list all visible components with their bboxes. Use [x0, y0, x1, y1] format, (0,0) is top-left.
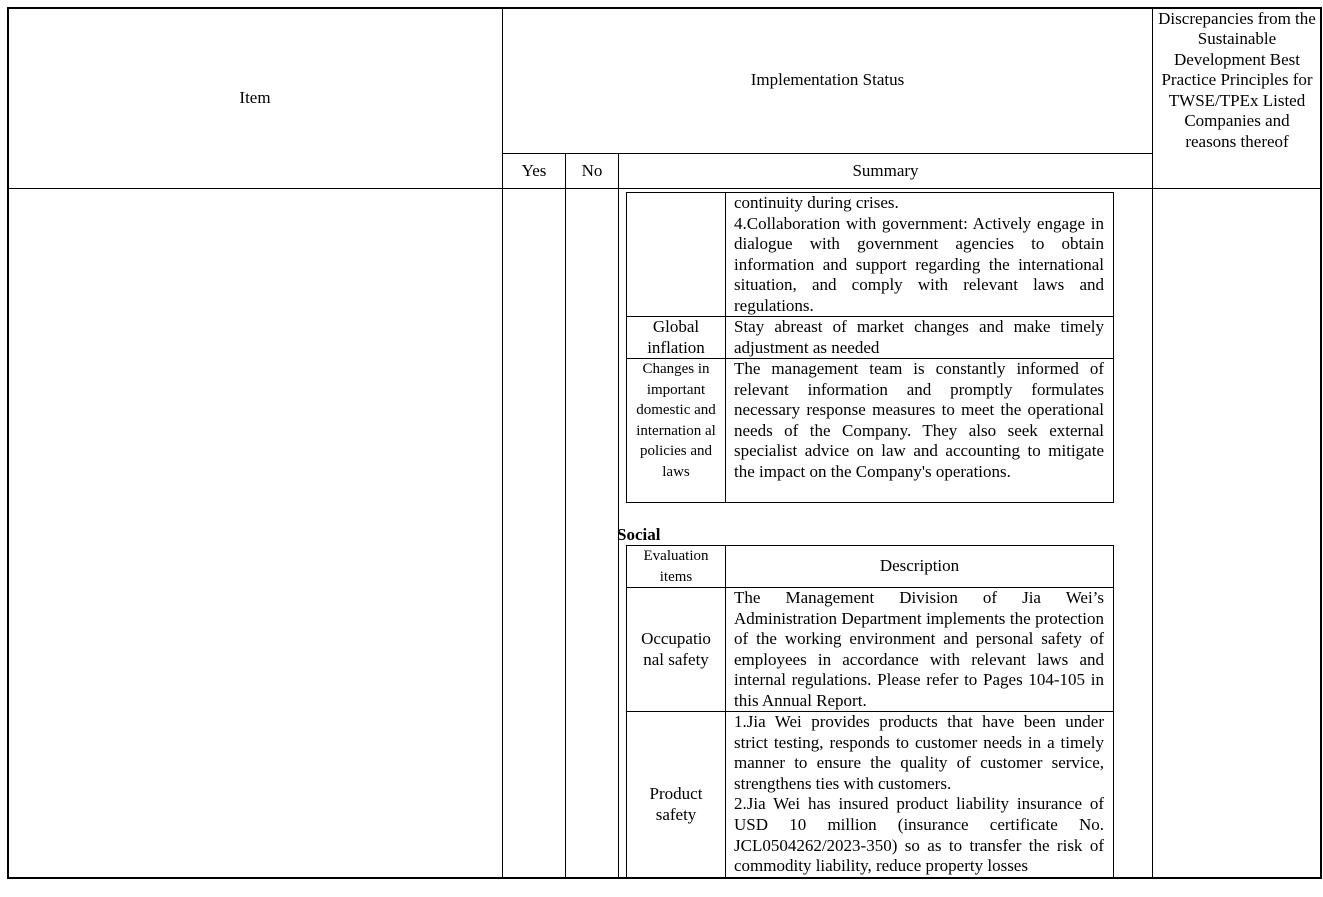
- column-line-yes: [565, 153, 566, 879]
- header-no: No: [581, 160, 603, 180]
- header-discrepancies: Discrepancies from the Sustainable Development Best Practice Principles for TWSE/TPEx Listed Companies and reasons thereof: [1158, 8, 1316, 151]
- economic-row-3-description: The management team is constantly informed of relevant information and promptly formulates necessary response measures to meet the operational needs of the Company. They also seek external specialist advice on law and accounting to mitigate the impact on the Company's operations.: [734, 359, 1104, 481]
- social-section-title: Social: [617, 525, 661, 544]
- header-summary: Summary: [852, 160, 919, 180]
- bottom-border: [7, 877, 1322, 879]
- header-yes: Yes: [521, 160, 547, 180]
- column-line-summary: [1152, 8, 1153, 879]
- social-row-2-description: 1.Jia Wei provides products that have been under strict testing, responds to customer needs in a timely manner to ensure the quality of customer service, strengthens ties with customers. 2.Jia Wei has insured product liability insurance of USD 10 million (insurance certificate No. JCL0504262/2023-350) so as to transfer the risk of commodity liability, reduce property losses: [734, 712, 1104, 876]
- header-item: Item: [239, 87, 271, 107]
- economic-row-1-description: continuity during crises. 4.Collaboration with government: Actively engage in dialogue with government agencies to obtain information and support regarding the international situation, and comply with relevant laws and regulations.: [734, 193, 1104, 315]
- social-inner-column-line: [725, 545, 726, 881]
- social-row-1-description: The Management Division of Jia Wei’s Administration Department implements the protection of the working environment and personal safety of employees in accordance with relevant laws and internal regulations. Please refer to Pages 104-105 in this Annual Report.: [734, 588, 1104, 710]
- economic-row-2-description: Stay abreast of market changes and make timely adjustment as needed: [734, 317, 1104, 357]
- economic-inner-column-line: [725, 192, 726, 503]
- header-implementation-status: Implementation Status: [750, 70, 905, 90]
- economic-row-3-label: Changes in important domestic and internation al policies and laws: [636, 361, 716, 480]
- economic-row-2-label: Global inflation: [647, 317, 705, 357]
- column-line-no: [618, 153, 619, 879]
- header-bottom-line: [8, 188, 1321, 189]
- social-row-1-label: Occupatio nal safety: [641, 629, 711, 669]
- social-header-description: Description: [879, 556, 960, 576]
- social-row-2-label: Product safety: [649, 784, 703, 824]
- social-header-evaluation-items: Evaluation items: [643, 548, 709, 585]
